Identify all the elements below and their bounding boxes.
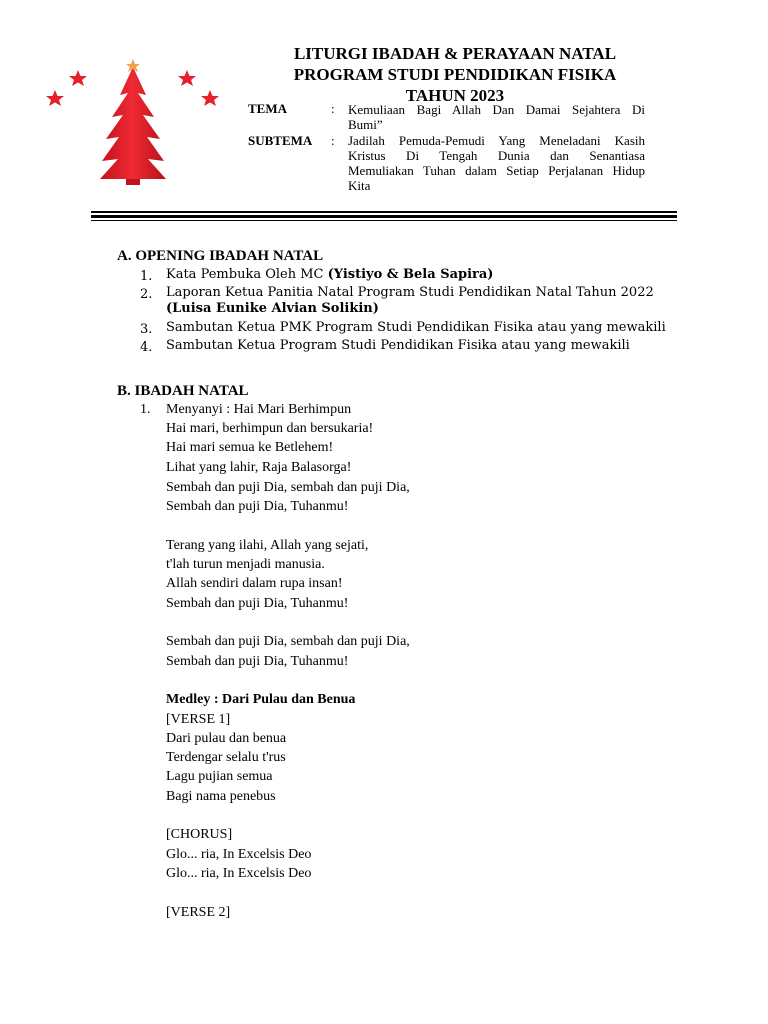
page-title bbox=[220, 43, 690, 106]
item-bold-text: (Luisa Eunike Alvian Solikin) bbox=[166, 301, 379, 316]
lyric-line: Lagu pujian semua bbox=[166, 769, 273, 784]
lyric-line: Sembah dan puji Dia, Tuhanmu! bbox=[166, 596, 349, 611]
title-line: LITURGI IBADAH & PERAYAAN NATAL bbox=[293, 44, 617, 63]
lyric-line: Hai mari semua ke Betlehem! bbox=[166, 440, 334, 455]
divider-rule bbox=[91, 220, 677, 221]
list-item-text: Sambutan Ketua PMK Program Studi Pendidikan Fisika atau yang mewakili bbox=[166, 320, 666, 335]
song-title: Menyanyi : Hai Mari Berhimpun bbox=[166, 402, 352, 417]
lyric-line: Hai mari, berhimpun dan bersukaria! bbox=[166, 421, 374, 436]
subtema-line: Jadilah Pemuda-Pemudi Yang Meneladani Kasih bbox=[348, 133, 645, 148]
lyric-line: Glo... ria, In Excelsis Deo bbox=[166, 866, 312, 881]
lyric-line: Terdengar selalu t'rus bbox=[166, 750, 286, 765]
list-item-number: 2. bbox=[140, 287, 153, 302]
list-item bbox=[140, 285, 152, 303]
lyric-line: [VERSE 1] bbox=[166, 712, 231, 727]
lyric-line: Sembah dan puji Dia, Tuhanmu! bbox=[166, 499, 349, 514]
divider-rule bbox=[91, 215, 677, 218]
title-line: PROGRAM STUDI PENDIDIKAN FISIKA bbox=[293, 65, 617, 84]
list-item-number: 1. bbox=[140, 402, 151, 417]
lyric-line: Allah sendiri dalam rupa insan! bbox=[166, 576, 343, 591]
lyric-line: [VERSE 2] bbox=[166, 905, 231, 920]
subtema-label: SUBTEMA bbox=[248, 133, 313, 148]
lyric-line: Terang yang ilahi, Allah yang sejati, bbox=[166, 538, 369, 553]
title-line: TAHUN 2023 bbox=[405, 86, 505, 105]
list-item-text bbox=[166, 267, 493, 282]
subtema-value bbox=[348, 133, 645, 193]
list-item bbox=[140, 338, 152, 356]
lyric-line: Sembah dan puji Dia, Tuhanmu! bbox=[166, 654, 349, 669]
divider-rule bbox=[91, 211, 677, 213]
section-a-heading: A. OPENING IBADAH NATAL bbox=[117, 248, 324, 264]
star-icon bbox=[46, 90, 64, 106]
subtema-line: Kita bbox=[348, 178, 371, 193]
lyric-line: Sembah dan puji Dia, sembah dan puji Dia, bbox=[166, 634, 410, 649]
subtema-line: Kristus Di Tengah Dunia dan Senantiasa bbox=[348, 148, 645, 163]
lyric-line: Sembah dan puji Dia, sembah dan puji Dia, bbox=[166, 480, 410, 495]
subtema-colon: : bbox=[331, 133, 335, 148]
tree-body bbox=[100, 67, 166, 179]
list-item-text: Sambutan Ketua Program Studi Pendidikan Fisika atau yang mewakili bbox=[166, 338, 630, 353]
christmas-tree-icon bbox=[40, 55, 230, 190]
subtema-line: Memuliakan Tuhan dalam Setiap Perjalanan Hidup bbox=[348, 163, 645, 178]
section-b-heading: B. IBADAH NATAL bbox=[117, 383, 249, 399]
item-text: Kata Pembuka Oleh MC bbox=[166, 267, 328, 282]
list-item bbox=[140, 267, 152, 285]
star-icon bbox=[201, 90, 219, 106]
tema-value bbox=[348, 102, 645, 132]
item-text: Laporan Ketua Panitia Natal Program Studi Pendidikan Natal Tahun 2022 bbox=[166, 285, 654, 300]
tema-line: Bumi” bbox=[348, 117, 383, 132]
lyric-line: t'lah turun menjadi manusia. bbox=[166, 557, 325, 572]
list-item-number: 3. bbox=[140, 322, 153, 337]
tema-line: Kemuliaan Bagi Allah Dan Damai Sejahtera Di bbox=[348, 102, 645, 117]
lyric-line: [CHORUS] bbox=[166, 827, 233, 842]
list-item bbox=[140, 320, 152, 338]
lyric-line: Glo... ria, In Excelsis Deo bbox=[166, 847, 312, 862]
item-bold-text: (Yistiyo & Bela Sapira) bbox=[327, 267, 494, 282]
list-item-text bbox=[166, 285, 654, 316]
lyric-line: Lihat yang lahir, Raja Balasorga! bbox=[166, 460, 352, 475]
list-item-number: 4. bbox=[140, 340, 153, 355]
tema-colon: : bbox=[331, 101, 335, 116]
star-icon bbox=[69, 70, 87, 86]
lyric-line: Dari pulau dan benua bbox=[166, 731, 287, 746]
list-item-number: 1. bbox=[140, 269, 153, 284]
lyric-line: Bagi nama penebus bbox=[166, 789, 276, 804]
star-icon bbox=[178, 70, 196, 86]
medley-title: Medley : Dari Pulau dan Benua bbox=[166, 692, 356, 707]
tema-label: TEMA bbox=[248, 101, 287, 116]
